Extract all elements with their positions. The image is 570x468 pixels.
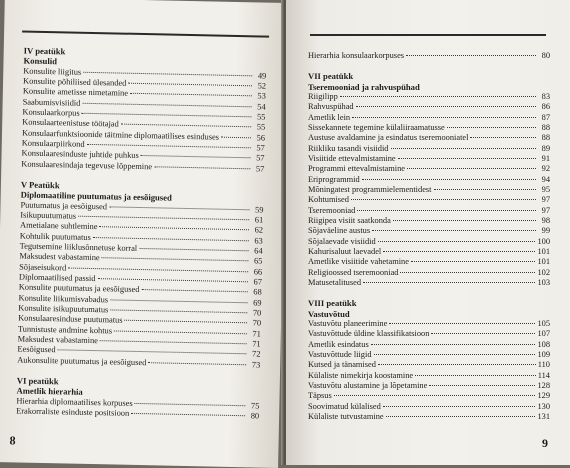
- toc-entry-page: 86: [541, 102, 550, 112]
- toc-entry-page: 95: [541, 185, 550, 195]
- dot-leader: [110, 299, 247, 303]
- dot-leader: [139, 248, 248, 251]
- toc-entry: [308, 329, 550, 339]
- toc-entry-page: 55: [256, 112, 266, 122]
- toc-entry-title: Kohtulik puutumatus: [19, 231, 91, 242]
- dot-leader: [391, 148, 537, 149]
- toc-entry-title: Külaliste nimekirja koostamine: [308, 370, 414, 380]
- dot-leader: [128, 83, 252, 87]
- toc-entry: [308, 206, 550, 216]
- toc-entry-title: Sõjalaevade visiidid: [308, 236, 376, 246]
- toc-entry-title: Ametlik esindatus: [308, 339, 369, 349]
- toc-entry-page: 100: [537, 236, 550, 246]
- toc-entry-page: 63: [254, 236, 263, 246]
- dot-leader: [83, 71, 252, 76]
- dot-leader: [362, 179, 536, 180]
- dot-leader: [100, 340, 247, 344]
- toc-entry-page: 91: [541, 154, 550, 163]
- toc-entry: [308, 350, 550, 360]
- toc-entry-title: Sõjaseisukord: [19, 262, 67, 273]
- dot-leader: [78, 216, 249, 221]
- toc-entry-title: Vastuvõtu planeerimine: [308, 319, 388, 329]
- dot-leader: [141, 289, 247, 292]
- toc-entry-title: Hierarhia diplomaatilises korpuses: [16, 396, 133, 408]
- toc-entry-title: Austuse avaldamine ja esindatus tseremooniatel: [308, 133, 469, 143]
- toc-entry-page: 70: [252, 308, 262, 318]
- toc-entry-page: 59: [254, 205, 264, 215]
- toc-entry-page: 53: [257, 91, 266, 101]
- chapter-number: VIII peatükk: [308, 298, 357, 309]
- dot-leader: [93, 237, 249, 241]
- toc-entry: [308, 319, 550, 329]
- toc-content: [308, 51, 550, 423]
- toc-entry-title: Kahurisaluut laevadel: [308, 247, 382, 257]
- toc-entry-page: 101: [537, 247, 550, 257]
- toc-entry-title: Rahvuspühad: [308, 102, 354, 112]
- toc-entry-title: Kohtumised: [308, 195, 349, 205]
- toc-entry-page: 64: [254, 246, 263, 256]
- toc-entry-title: Mõningatest programmielementidest: [308, 185, 432, 195]
- toc-entry-title: Maksudest vabastamine: [19, 251, 100, 263]
- toc-entry-page: 62: [254, 225, 264, 235]
- toc-entry-title: Sissekannete tegemine külaliiraamatusse: [308, 122, 445, 132]
- toc-content: [16, 46, 267, 422]
- toc-entry-page: 72: [251, 349, 261, 359]
- toc-entry-title: Külaliste tutvustamine: [308, 412, 384, 422]
- dot-leader: [352, 117, 536, 118]
- toc-entry-title: Aukonsulite puutumatus ja eesõigused: [17, 355, 147, 367]
- dot-leader: [393, 220, 536, 221]
- dot-leader: [386, 416, 536, 417]
- dot-leader: [102, 258, 249, 262]
- dot-leader: [378, 241, 536, 242]
- chapter-number: VII peatükk: [308, 71, 354, 82]
- toc-entry-title: Riigipea visiit saatkonda: [308, 216, 391, 226]
- toc-entry: [308, 257, 550, 267]
- toc-entry-page: 66: [253, 267, 263, 277]
- toc-entry-page: 102: [537, 267, 550, 277]
- toc-entry-page: 131: [537, 412, 550, 422]
- dot-leader: [148, 362, 246, 365]
- toc-entry-title: Riikliku tasandi visiidid: [308, 143, 389, 153]
- toc-entry-page: 128: [537, 381, 550, 391]
- toc-entry: [308, 278, 550, 288]
- page-number: 9: [542, 436, 548, 450]
- toc-entry-title: Ametlike visiitide vahetamine: [308, 257, 409, 267]
- toc-entry-title: Eriprogrammid: [308, 174, 360, 184]
- dot-leader: [356, 106, 536, 107]
- toc-entry-page: 69: [253, 298, 262, 308]
- toc-entry-title: Programmi ettevalmistamine: [308, 164, 405, 174]
- toc-entry-title: Konsulaarkorpus: [22, 107, 80, 118]
- toc-entry-title: Tseremooniad: [308, 205, 356, 215]
- dot-leader: [371, 344, 536, 345]
- toc-entry-title: Konsulite põhiliised ülesanded: [23, 76, 127, 88]
- toc-entry-page: 73: [251, 360, 261, 370]
- toc-entry-title: Tunnistuste andmine kohtus: [17, 324, 113, 336]
- toc-entry: [308, 102, 550, 112]
- section-gap: [308, 61, 550, 71]
- toc-entry-page: 57: [255, 164, 265, 174]
- dot-leader: [434, 189, 536, 190]
- toc-entry-title: Konsulaarpiirkond: [21, 138, 85, 149]
- chapter-title: Diplomaatiline puutumatus ja eesõigused: [20, 189, 172, 203]
- toc-entry: [308, 51, 550, 61]
- dot-leader: [429, 385, 535, 386]
- dot-leader: [58, 350, 247, 355]
- dot-leader: [110, 309, 247, 313]
- dot-leader: [415, 375, 536, 376]
- toc-entry-title: Täpsus: [308, 391, 332, 401]
- toc-entry-title: Kutsed ja tänamised: [308, 360, 376, 370]
- toc-entry-page: 70: [252, 318, 262, 328]
- toc-entry-title: Konsulaaresinduse puutumatus: [18, 313, 123, 326]
- toc-entry-title: Vastuvõttude üldine klassifikatsioon: [308, 329, 430, 339]
- toc-entry-title: Vastuvõtu alustamine ja lõpetamine: [308, 381, 428, 391]
- chapter-number: IV peatükk: [23, 45, 66, 57]
- toc-entry: [308, 237, 550, 247]
- toc-entry: [308, 185, 550, 195]
- toc-entry-title: Konsulaaresinduste juhtide puhkus: [21, 148, 139, 161]
- section-gap: [308, 288, 550, 298]
- dot-leader: [121, 124, 251, 128]
- toc-entry-page: 99: [541, 226, 550, 236]
- dot-leader: [68, 267, 248, 272]
- toc-entry-title: Puutumatus ja eesõigused: [20, 200, 108, 211]
- toc-entry-page: 108: [537, 339, 550, 349]
- dot-leader: [447, 127, 536, 128]
- toc-entry-page: 107: [537, 329, 550, 339]
- dot-leader: [400, 272, 535, 273]
- toc-entry-title: Vastuvõttude liigid: [308, 350, 372, 360]
- toc-entry-page: 94: [541, 174, 550, 184]
- toc-entry-page: 88: [541, 122, 550, 132]
- toc-entry: [308, 247, 550, 257]
- toc-entry-page: 71: [252, 329, 261, 339]
- chapter-number: V Peatükk: [20, 179, 60, 191]
- toc-entry: [308, 144, 550, 154]
- dot-leader: [334, 395, 536, 396]
- toc-entry-title: Soovimatud külalised: [308, 401, 381, 411]
- toc-entry-page: 52: [257, 81, 267, 91]
- toc-entry-title: Ametialane suhtlemine: [19, 220, 98, 232]
- toc-entry-title: Konsulaarfunktsioonide täitmine diplomaatilises esinduses: [21, 128, 220, 142]
- toc-entry-page: 75: [250, 401, 260, 411]
- toc-entry-title: Konsulite puutumatus ja eesõigused: [18, 282, 140, 295]
- dot-leader: [109, 206, 249, 210]
- chapter-title: Tseremooniad ja rahvuspühad: [308, 81, 420, 92]
- dot-leader: [407, 168, 536, 169]
- toc-entry: [308, 226, 550, 236]
- dot-leader: [406, 55, 536, 56]
- toc-entry-page: 68: [253, 287, 262, 297]
- chapter-title: Ametlik hierarhia: [16, 385, 83, 398]
- dot-leader: [125, 320, 248, 324]
- toc-entry-title: Tegutsemine liiklusõnnetuse korral: [19, 241, 138, 253]
- toc-entry: [308, 195, 550, 205]
- toc-entry: [308, 113, 550, 123]
- toc-entry-title: Konsulite isikupuutumatus: [18, 303, 109, 315]
- dot-leader: [82, 113, 252, 118]
- toc-entry-page: 97: [541, 205, 550, 215]
- dot-leader: [374, 354, 536, 355]
- toc-entry-page: 65: [253, 256, 263, 266]
- toc-entry-page: 67: [253, 277, 263, 287]
- toc-entry: [308, 216, 550, 226]
- toc-entry-page: 83: [541, 91, 550, 101]
- dot-leader: [398, 158, 536, 159]
- toc-entry: [308, 412, 550, 422]
- toc-entry-page: 57: [256, 143, 265, 153]
- dot-leader: [99, 226, 249, 230]
- dot-leader: [221, 136, 251, 138]
- toc-entry-page: 49: [257, 71, 267, 81]
- dot-leader: [135, 403, 246, 406]
- toc-entry-page: 105: [537, 319, 550, 329]
- toc-entry-page: 89: [541, 143, 550, 153]
- dot-leader: [87, 144, 251, 148]
- toc-entry-title: Diplomaatilised passid: [18, 272, 96, 284]
- toc-entry-title: Maksudest vabastamine: [17, 334, 99, 346]
- dot-leader: [97, 278, 247, 282]
- dot-leader: [357, 210, 536, 211]
- dot-leader: [141, 155, 251, 158]
- dot-leader: [363, 282, 535, 283]
- toc-entry: [308, 391, 550, 401]
- toc-entry-page: 110: [537, 360, 550, 370]
- toc-entry-title: Konsulaarteenistuse töötajad: [22, 117, 119, 129]
- toc-entry: [308, 123, 550, 133]
- toc-entry-page: 114: [537, 370, 550, 380]
- dot-leader: [411, 261, 535, 262]
- toc-entry-title: Eesõigused: [17, 344, 56, 355]
- top-rule: [22, 30, 269, 37]
- toc-entry-title: Konsulaaresindaja tegevuse lõppemine: [21, 159, 153, 171]
- toc-entry-page: 55: [256, 122, 266, 132]
- right-page: [286, 0, 570, 465]
- chapter-title: Vastuvõtud: [308, 308, 350, 319]
- toc-entry: [308, 175, 550, 185]
- toc-entry: [308, 371, 550, 381]
- toc-entry-page: 129: [537, 391, 550, 401]
- toc-entry-page: 92: [541, 164, 550, 174]
- chapter-title: Konsulid: [23, 55, 58, 67]
- toc-entry-page: 88: [541, 133, 550, 143]
- toc-entry-title: Sõjaväeline austus: [308, 226, 371, 236]
- top-rule: [310, 34, 546, 36]
- toc-entry-title: Konsulite liigitus: [23, 66, 82, 77]
- toc-entry-page: 57: [256, 153, 265, 163]
- dot-leader: [378, 364, 536, 365]
- toc-entry-page: 80: [250, 411, 260, 421]
- toc-entry-title: Isikupuutumatus: [20, 210, 77, 221]
- toc-entry-page: 56: [256, 133, 266, 143]
- dot-leader: [351, 199, 536, 200]
- dot-leader: [131, 413, 245, 416]
- toc-entry: [308, 154, 550, 164]
- toc-entry-page: 130: [537, 401, 550, 411]
- chapter-number: VI peatükk: [16, 375, 59, 387]
- dot-leader: [372, 230, 536, 231]
- dot-leader: [114, 330, 247, 334]
- toc-entry: [308, 340, 550, 350]
- toc-entry-page: 98: [541, 216, 550, 226]
- toc-entry-page: 101: [537, 257, 550, 267]
- toc-entry-page: 87: [541, 112, 550, 122]
- toc-entry-page: 103: [537, 278, 550, 288]
- toc-entry-page: 97: [541, 195, 550, 205]
- dot-leader: [340, 96, 536, 97]
- toc-entry-page: 61: [254, 215, 264, 225]
- toc-entry: [308, 133, 550, 143]
- dot-leader: [154, 166, 250, 169]
- toc-entry-title: Erakorraliste esinduste positsioon: [16, 406, 130, 418]
- toc-entry-title: Visiitide ettevalmistamine: [308, 154, 396, 163]
- toc-entry: [308, 92, 550, 102]
- toc-entry: [308, 164, 550, 174]
- toc-entry: [308, 381, 550, 391]
- dot-leader: [389, 323, 535, 324]
- dot-leader: [383, 406, 536, 407]
- page-number: 8: [9, 433, 16, 448]
- toc-entry-page: 71: [252, 339, 261, 349]
- toc-entry-title: Riigilipp: [308, 91, 338, 101]
- toc-entry: [308, 268, 550, 278]
- dot-leader: [130, 93, 252, 97]
- dot-leader: [82, 102, 251, 107]
- dot-leader: [431, 333, 535, 334]
- toc-entry-title: Saabumisvisiidid: [22, 97, 81, 108]
- toc-entry-title: Matusetalitused: [308, 278, 362, 288]
- toc-entry-page: 80: [541, 51, 550, 60]
- toc-entry-title: Ametlik lein: [308, 112, 351, 122]
- dot-leader: [383, 251, 535, 252]
- toc-entry-title: Religioossed tseremooniad: [308, 267, 399, 277]
- toc-entry-page: 54: [257, 102, 266, 112]
- toc-entry-title: Konsulite ametisse nimetamine: [22, 86, 129, 98]
- dot-leader: [470, 137, 536, 138]
- toc-entry-title: Hierarhia konsulaarkorpuses: [308, 51, 405, 60]
- toc-entry-page: 109: [537, 350, 550, 360]
- toc-entry-title: Konsulite liikumisvabadus: [18, 293, 109, 305]
- toc-entry: [308, 360, 550, 370]
- toc-entry: [308, 402, 550, 412]
